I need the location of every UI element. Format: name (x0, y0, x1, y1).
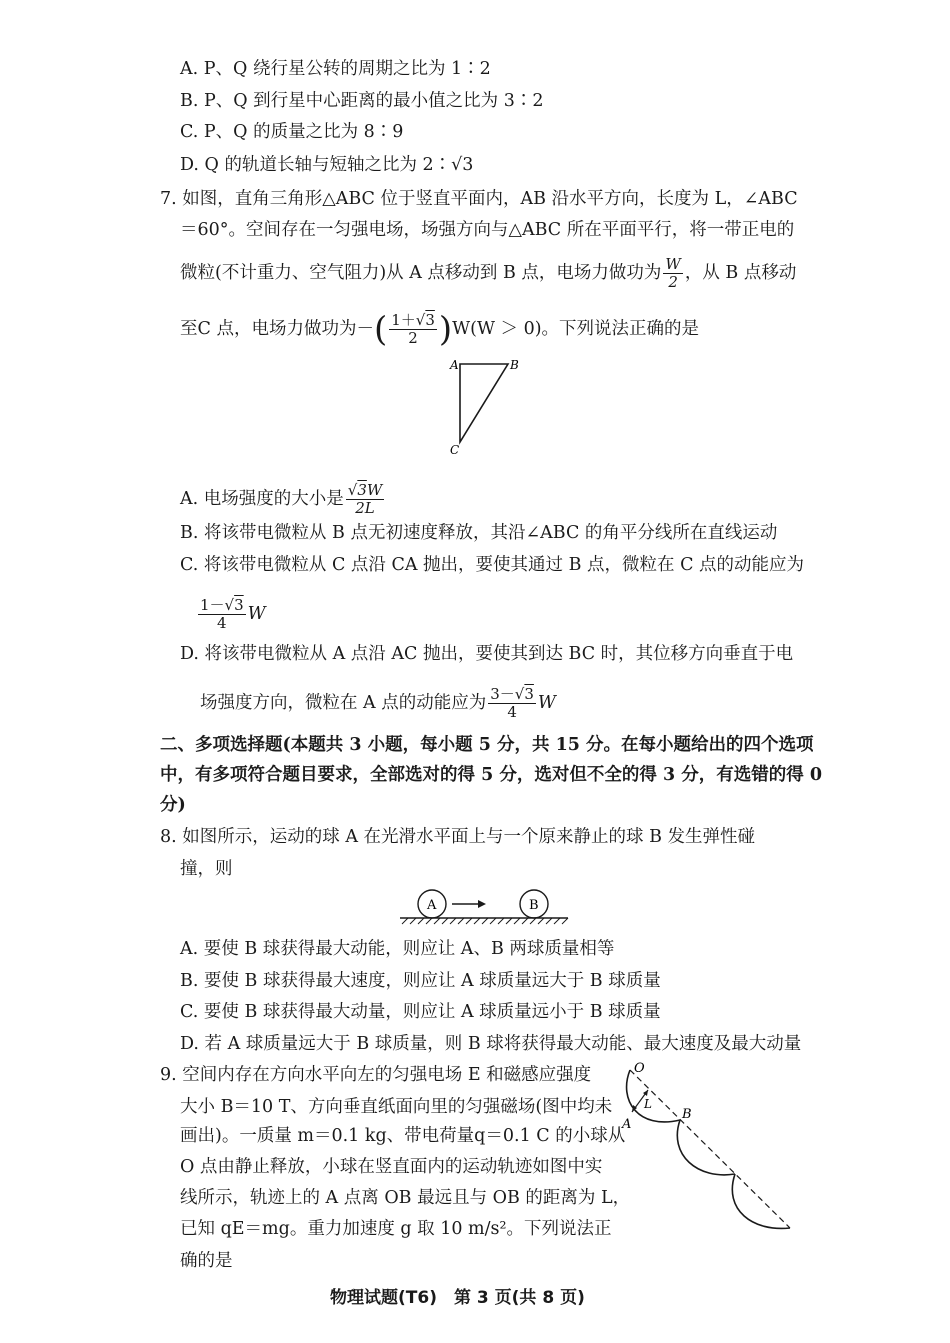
q7-triangle-figure (440, 352, 530, 462)
q9-stem-line7: 确的是 (180, 1251, 233, 1271)
q9-stem-line2: 大小 B＝10 T、方向垂直纸面向里的匀强磁场(图中均未 (180, 1097, 613, 1117)
q7-fig-label-a: A (450, 358, 459, 372)
q8-collision-figure (392, 884, 572, 930)
q9-fig-label-a: A (622, 1117, 632, 1132)
q7-option-d-line1: D. 将该带电微粒从 A 点沿 AC 抛出，要使其到达 BC 时，其位移方向垂直于电 (180, 644, 794, 664)
q9-stem-line1: 9. 空间内存在方向水平向左的匀强电场 E 和磁感应强度 (160, 1065, 592, 1085)
q7-stem-line2: ＝60°。空间存在一匀强电场，场强方向与△ABC 所在平面平行，将一带正电的 (180, 220, 795, 240)
section2-heading-line2: 中，有多项符合题目要求，全部选对的得 5 分，选对但不全的得 3 分，有选错的得 0 (160, 765, 822, 785)
q9-fig-label-b: B (682, 1107, 692, 1122)
q6-option-d: D. Q 的轨道长轴与短轴之比为 2∶√3 (180, 155, 474, 175)
q7-option-d-line2: 场强度方向，微粒在 A 点的动能应为 $\frac{3-√3}{4}$ W (200, 685, 556, 721)
section2-heading-line3: 分) (160, 795, 186, 815)
q7-option-c-line2: $\frac{1-√3}{4}$ W (200, 596, 266, 632)
q6-option-a: A. P、Q 绕行星公转的周期之比为 1∶2 (180, 59, 491, 79)
ball-a-label: A (427, 898, 437, 913)
q8-stem-line2: 撞，则 (180, 859, 233, 879)
q9-stem-line6: 已知 qE＝mg。重力加速度 g 取 10 m/s²。下列说法正 (180, 1219, 612, 1239)
q7-option-b: B. 将该带电微粒从 B 点无初速度释放，其沿∠ABC 的角平分线所在直线运动 (180, 523, 778, 543)
q8-option-a: A. 要使 B 球获得最大动能，则应让 A、B 两球质量相等 (180, 939, 615, 959)
q9-fig-label-o: O (634, 1061, 645, 1076)
q9-trajectory-figure (618, 1060, 798, 1238)
q8-option-c: C. 要使 B 球获得最大动量，则应让 A 球质量远小于 B 球质量 (180, 1002, 661, 1022)
q7-fig-label-b: B (510, 358, 519, 372)
q7-stem-line3: 微粒(不计重力、空气阻力)从 A 点移动到 B 点，电场力做功为 $\frac{W}{2}$ ，从 B 点移动 (180, 255, 797, 291)
section2-heading-line1: 二、多项选择题(本题共 3 小题，每小题 5 分，共 15 分。在每小题给出的四个选项 (160, 735, 814, 755)
ob-line (630, 1070, 790, 1228)
page-footer: 物理试题(T6) 第 3 页(共 8 页) (330, 1288, 585, 1308)
q9-stem-line3: 画出)。一质量 m＝0.1 kg、带电荷量q＝0.1 C 的小球从 (180, 1126, 626, 1146)
q9-fig-label-l: L (644, 1097, 652, 1111)
q7-option-c-line1: C. 将该带电微粒从 C 点沿 CA 抛出，要使其通过 B 点，微粒在 C 点的动能应为 (180, 555, 805, 575)
q7-option-a: A. 电场强度的大小是 $\frac{√3W}{2L}$ (180, 481, 383, 517)
q7-stem-line1: 7. 如图，直角三角形△ABC 位于竖直平面内，AB 沿水平方向，长度为 L，∠ABC (160, 189, 798, 209)
q7-stem-line4: 至C 点，电场力做功为－( $\frac{1+√3}{2}$ )W(W ＞ 0)。下列说法正确的是 (180, 309, 700, 350)
q9-stem-line5: 线所示，轨迹上的 A 点离 OB 最远且与 OB 的距离为 L， (180, 1188, 631, 1208)
q6-option-c: C. P、Q 的质量之比为 8∶9 (180, 122, 404, 142)
q8-option-d: D. 若 A 球质量远大于 B 球质量，则 B 球将获得最大动能、最大速度及最大动量 (180, 1034, 802, 1054)
q8-option-b: B. 要使 B 球获得最大速度，则应让 A 球质量远大于 B 球质量 (180, 971, 661, 991)
q7-fig-label-c: C (450, 443, 460, 457)
ball-b-label: B (529, 898, 539, 913)
q6-option-b: B. P、Q 到行星中心距离的最小值之比为 3∶2 (180, 91, 544, 111)
q8-stem-line1: 8. 如图所示，运动的球 A 在光滑水平面上与一个原来静止的球 B 发生弹性碰 (160, 827, 756, 847)
q9-stem-line4: O 点由静止释放，小球在竖直面内的运动轨迹如图中实 (180, 1157, 603, 1177)
